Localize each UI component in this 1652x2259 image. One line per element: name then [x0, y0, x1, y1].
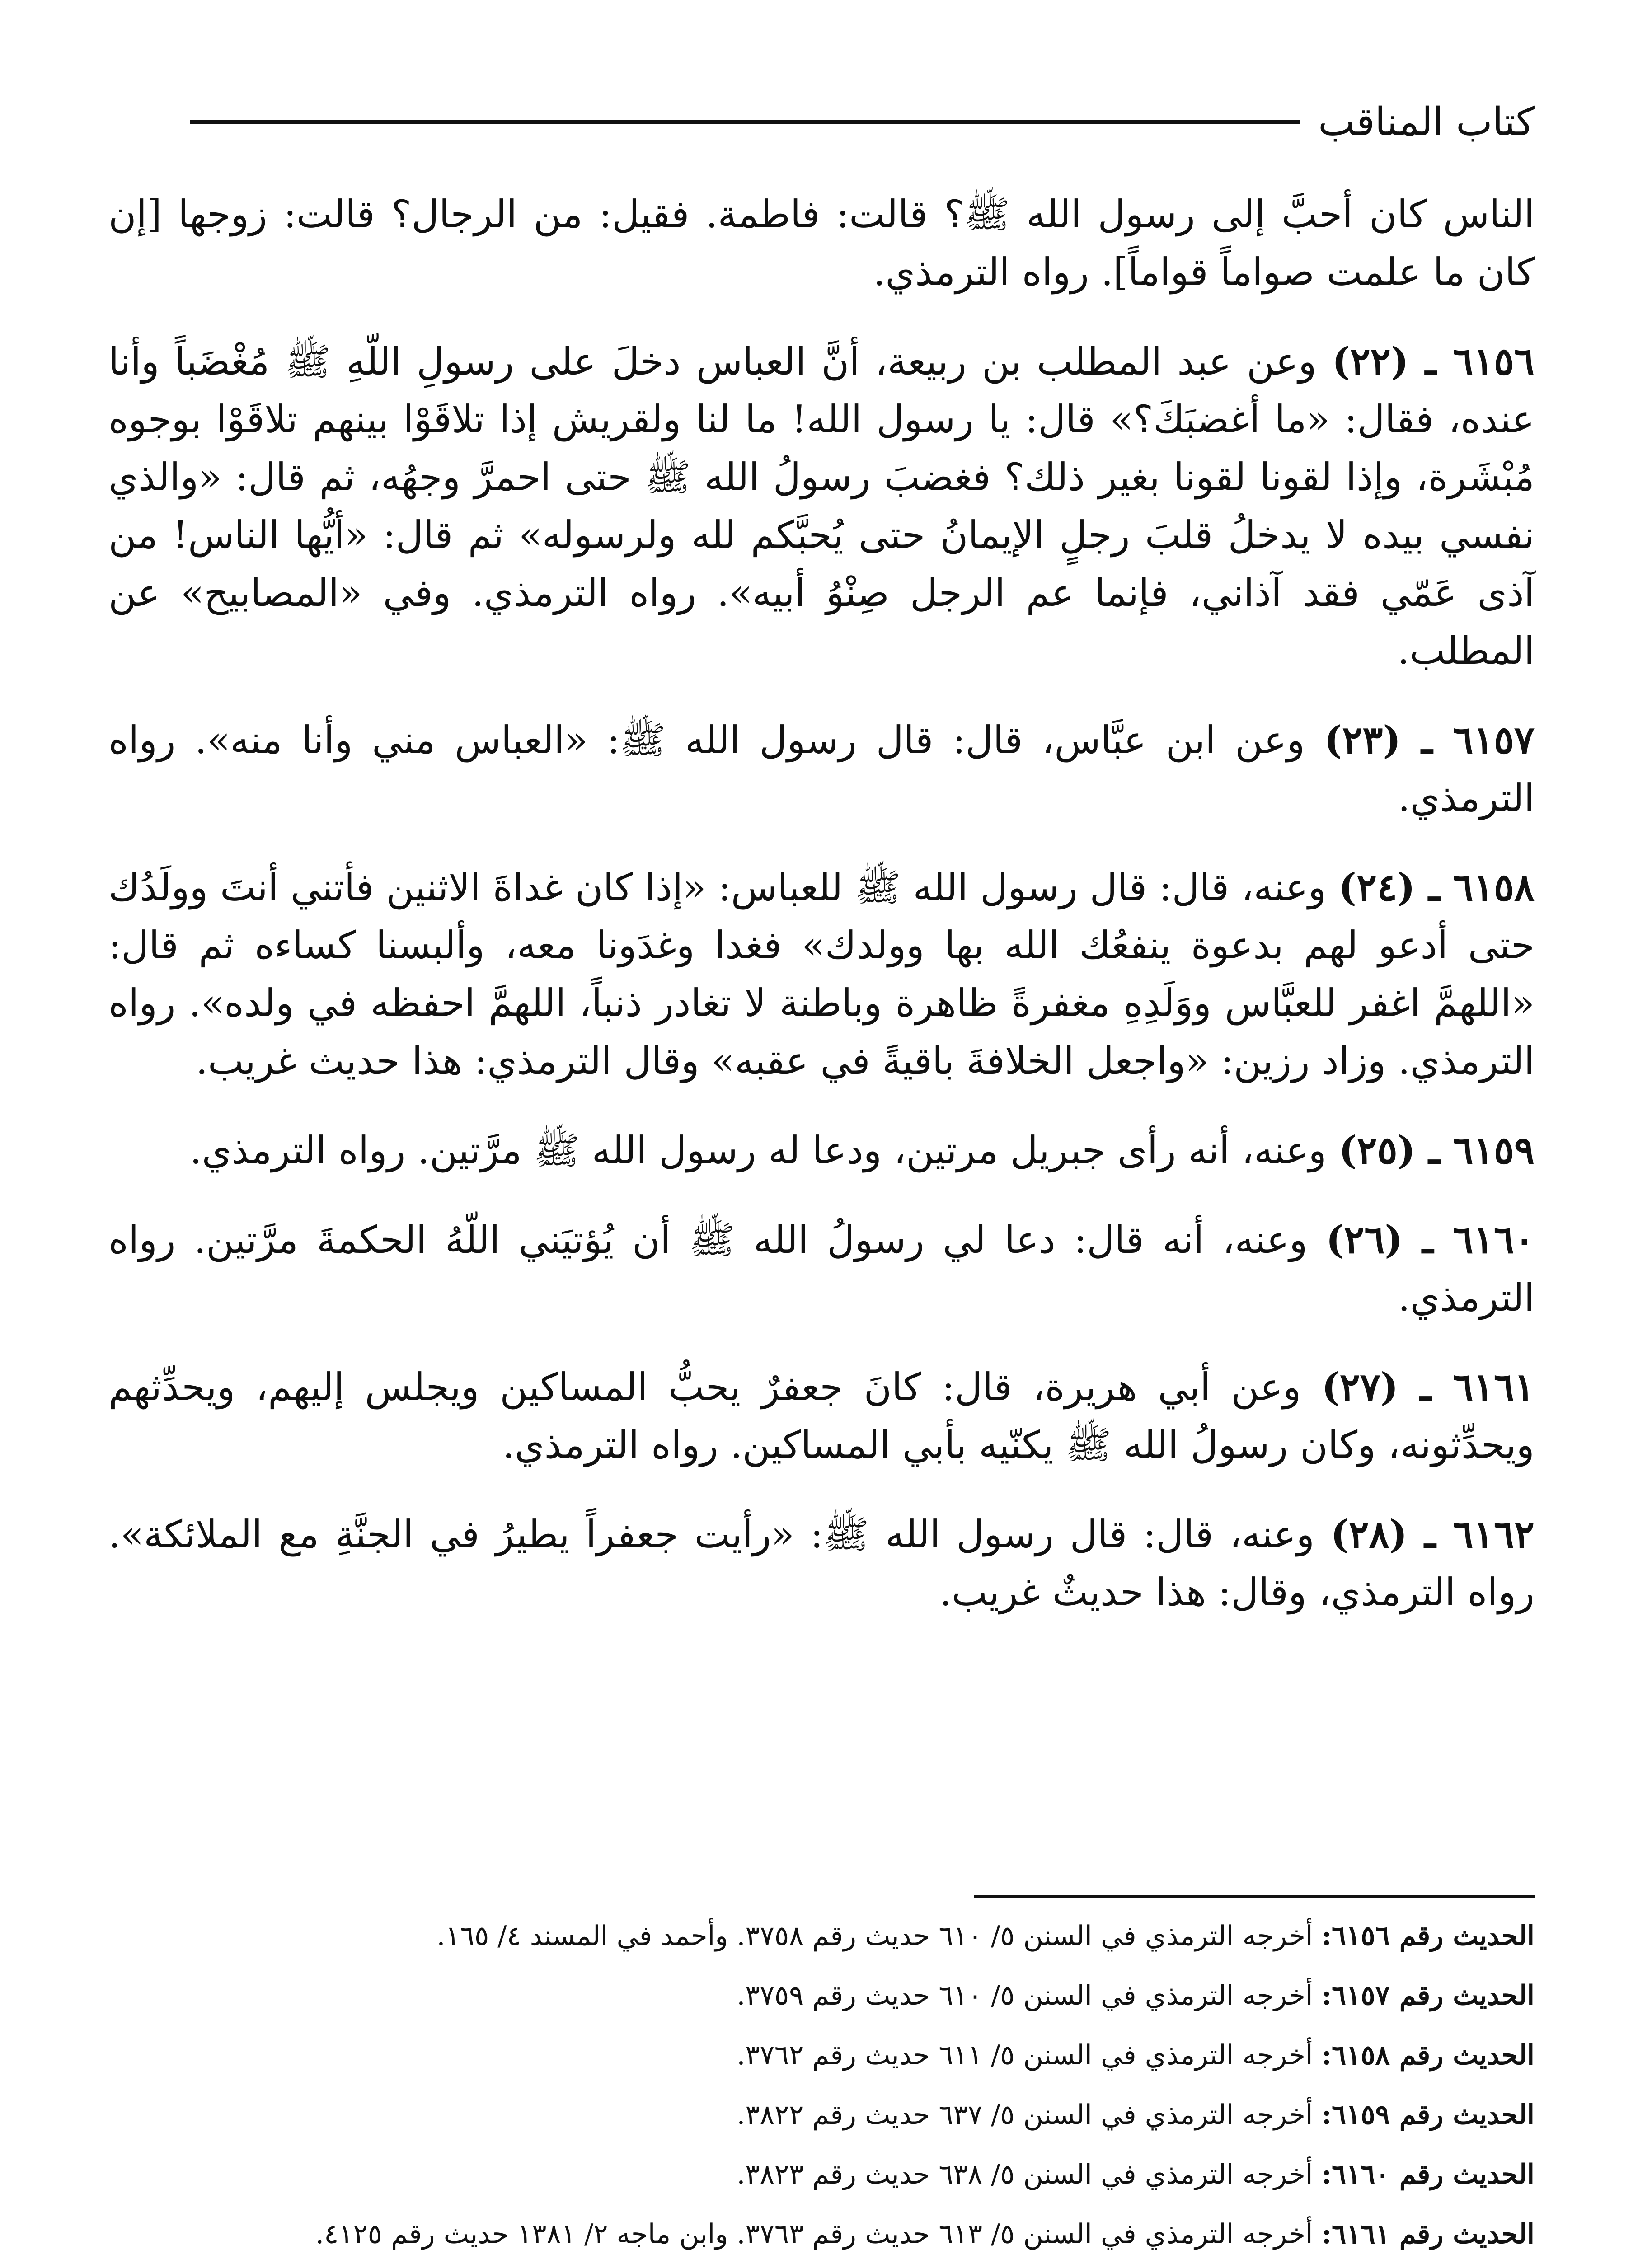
footnote-label: الحديث رقم ٦١٥٧:	[1321, 1980, 1535, 2011]
footnote-label: الحديث رقم ٦١٥٦:	[1321, 1920, 1535, 1952]
footnote-label: الحديث رقم ٦١٦١:	[1321, 2218, 1535, 2250]
hadith-text: وعن عبد المطلب بن ربيعة، أنَّ العباس دخلَ على رسولِ اللّهِ ﷺ مُغْضَباً وأنا عنده، فقال: «ما أغضبَكَ؟» قال: يا رسول الله! ما لنا ولقريش إذا تلاقَوْا بينهم تلاقَوْا بوجوه مُبْشَرة، وإذا لقونا لقونا بغير ذلك؟ فغضبَ رسولُ الله ﷺ حتى احمرَّ وجهُه، ثم قال: «والذي نفسي بيده لا يدخلُ قلبَ رجلٍ الإيمانُ حتى يُحبَّكم لله ولرسوله» ثم قال: «أيُّها الناس! من آذى عَمّي فقد آذاني، فإنما عم الرجل صِنْوُ أبيه». رواه الترمذي. وفي «المصابيح» عن المطلب.	[108, 339, 1535, 673]
footnote-text: أخرجه الترمذي في السنن ٥/ ٦٣٨ حديث رقم ٣٨٢٣.	[737, 2159, 1322, 2190]
footnote-text: أخرجه الترمذي في السنن ٥/ ٦١٠ حديث رقم ٣٧٥٩.	[737, 1980, 1322, 2011]
hadith-number: ٦١٥٩ ـ (٢٥)	[1338, 1128, 1535, 1172]
footnote-text: أخرجه الترمذي في السنن ٥/ ٦١٣ حديث رقم ٣٧٦٣. وابن ماجه ٢/ ١٣٨١ حديث رقم ٤١٢٥.	[315, 2218, 1322, 2250]
hadith-text: وعن أبي هريرة، قال: كانَ جعفرٌ يحبُّ المساكين ويجلس إليهم، ويحدِّثهم ويحدِّثونه، وكان رسولُ الله ﷺ يكنّيه بأبي المساكين. رواه الترمذي.	[108, 1365, 1535, 1467]
footnote-label: الحديث رقم ٦١٦٠:	[1321, 2159, 1535, 2190]
footnote	[108, 2212, 1535, 2257]
main-text	[108, 185, 1535, 1653]
footnote-separator	[974, 1895, 1535, 1898]
hadith-number: ٦١٦٠ ـ (٢٦)	[1326, 1217, 1535, 1262]
book-chapter-title: كتاب المناقب	[1318, 99, 1535, 145]
footnote	[108, 1973, 1535, 2018]
hadith-text: وعنه، قال: قال رسول الله ﷺ للعباس: «إذا كان غداةَ الاثنين فأتني أنتَ وولَدُك حتى أدعو لهم بدعوة ينفعُك الله بها وولدك» فغدا وغدَونا معه، وألبسنا كساءه ثم قال: «اللهمَّ اغفر للعبَّاس ووَلَدِهِ مغفرةً ظاهرة وباطنة لا تغادر ذنباً، اللهمَّ احفظه في ولده». رواه الترمذي. وزاد رزين: «واجعل الخلافةَ باقيةً في عقبه» وقال الترمذي: هذا حديث غريب.	[108, 865, 1535, 1083]
page-header	[190, 88, 1535, 156]
footnote-text: أخرجه الترمذي في السنن ٥/ ٦١٠ حديث رقم ٣٧٥٨. وأحمد في المسند ٤/ ١٦٥.	[436, 1920, 1322, 1952]
hadith-number: ٦١٥٧ ـ (٢٣)	[1324, 717, 1535, 762]
hadith-text: وعن ابن عبَّاس، قال: قال رسول الله ﷺ: «العباس مني وأنا منه». رواه الترمذي.	[108, 718, 1535, 820]
footnote-text: أخرجه الترمذي في السنن ٥/ ٦١١ حديث رقم ٣٧٦٢.	[737, 2039, 1322, 2071]
hadith-paragraph	[108, 1211, 1535, 1326]
footnote	[108, 2033, 1535, 2078]
footnote-text: أخرجه الترمذي في السنن ٥/ ٦٣٧ حديث رقم ٣٨٢٢.	[737, 2099, 1322, 2131]
footnote-label: الحديث رقم ٦١٥٨:	[1321, 2039, 1535, 2071]
hadith-paragraph	[108, 1121, 1535, 1179]
hadith-paragraph	[108, 333, 1535, 680]
hadith-paragraph	[108, 1505, 1535, 1621]
hadith-number: ٦١٦٢ ـ (٢٨)	[1330, 1512, 1535, 1556]
footnote	[108, 2092, 1535, 2137]
hadith-number: ٦١٥٦ ـ (٢٢)	[1332, 339, 1535, 384]
header-rule	[190, 120, 1300, 124]
hadith-paragraph	[108, 858, 1535, 1090]
hadith-text: وعنه، أنه رأى جبريل مرتين، ودعا له رسول الله ﷺ مرَّتين. رواه الترمذي.	[189, 1128, 1339, 1172]
footnote	[108, 2152, 1535, 2197]
hadith-paragraph	[108, 1358, 1535, 1474]
hadith-text: وعنه، أنه قال: دعا لي رسولُ الله ﷺ أن يُؤتيَني اللّهُ الحكمةَ مرَّتين. رواه الترمذي.	[108, 1218, 1535, 1320]
hadith-paragraph	[108, 711, 1535, 827]
footnote-label: الحديث رقم ٦١٥٩:	[1321, 2099, 1535, 2131]
hadith-text: وعنه، قال: قال رسول الله ﷺ: «رأيت جعفراً يطيرُ في الجنَّةِ مع الملائكة». رواه الترمذي، وقال: هذا حديثٌ غريب.	[108, 1512, 1535, 1614]
footnotes	[108, 1913, 1535, 2259]
footnote	[108, 1913, 1535, 1959]
hadith-text: الناس كان أحبَّ إلى رسول الله ﷺ؟ قالت: فاطمة. فقيل: من الرجال؟ قالت: زوجها [إن كان ما علمت صواماً قواماً]. رواه الترمذي.	[108, 192, 1535, 294]
hadith-number: ٦١٥٨ ـ (٢٤)	[1338, 865, 1535, 909]
hadith-number: ٦١٦١ ـ (٢٧)	[1321, 1364, 1535, 1409]
hadith-paragraph	[108, 185, 1535, 301]
